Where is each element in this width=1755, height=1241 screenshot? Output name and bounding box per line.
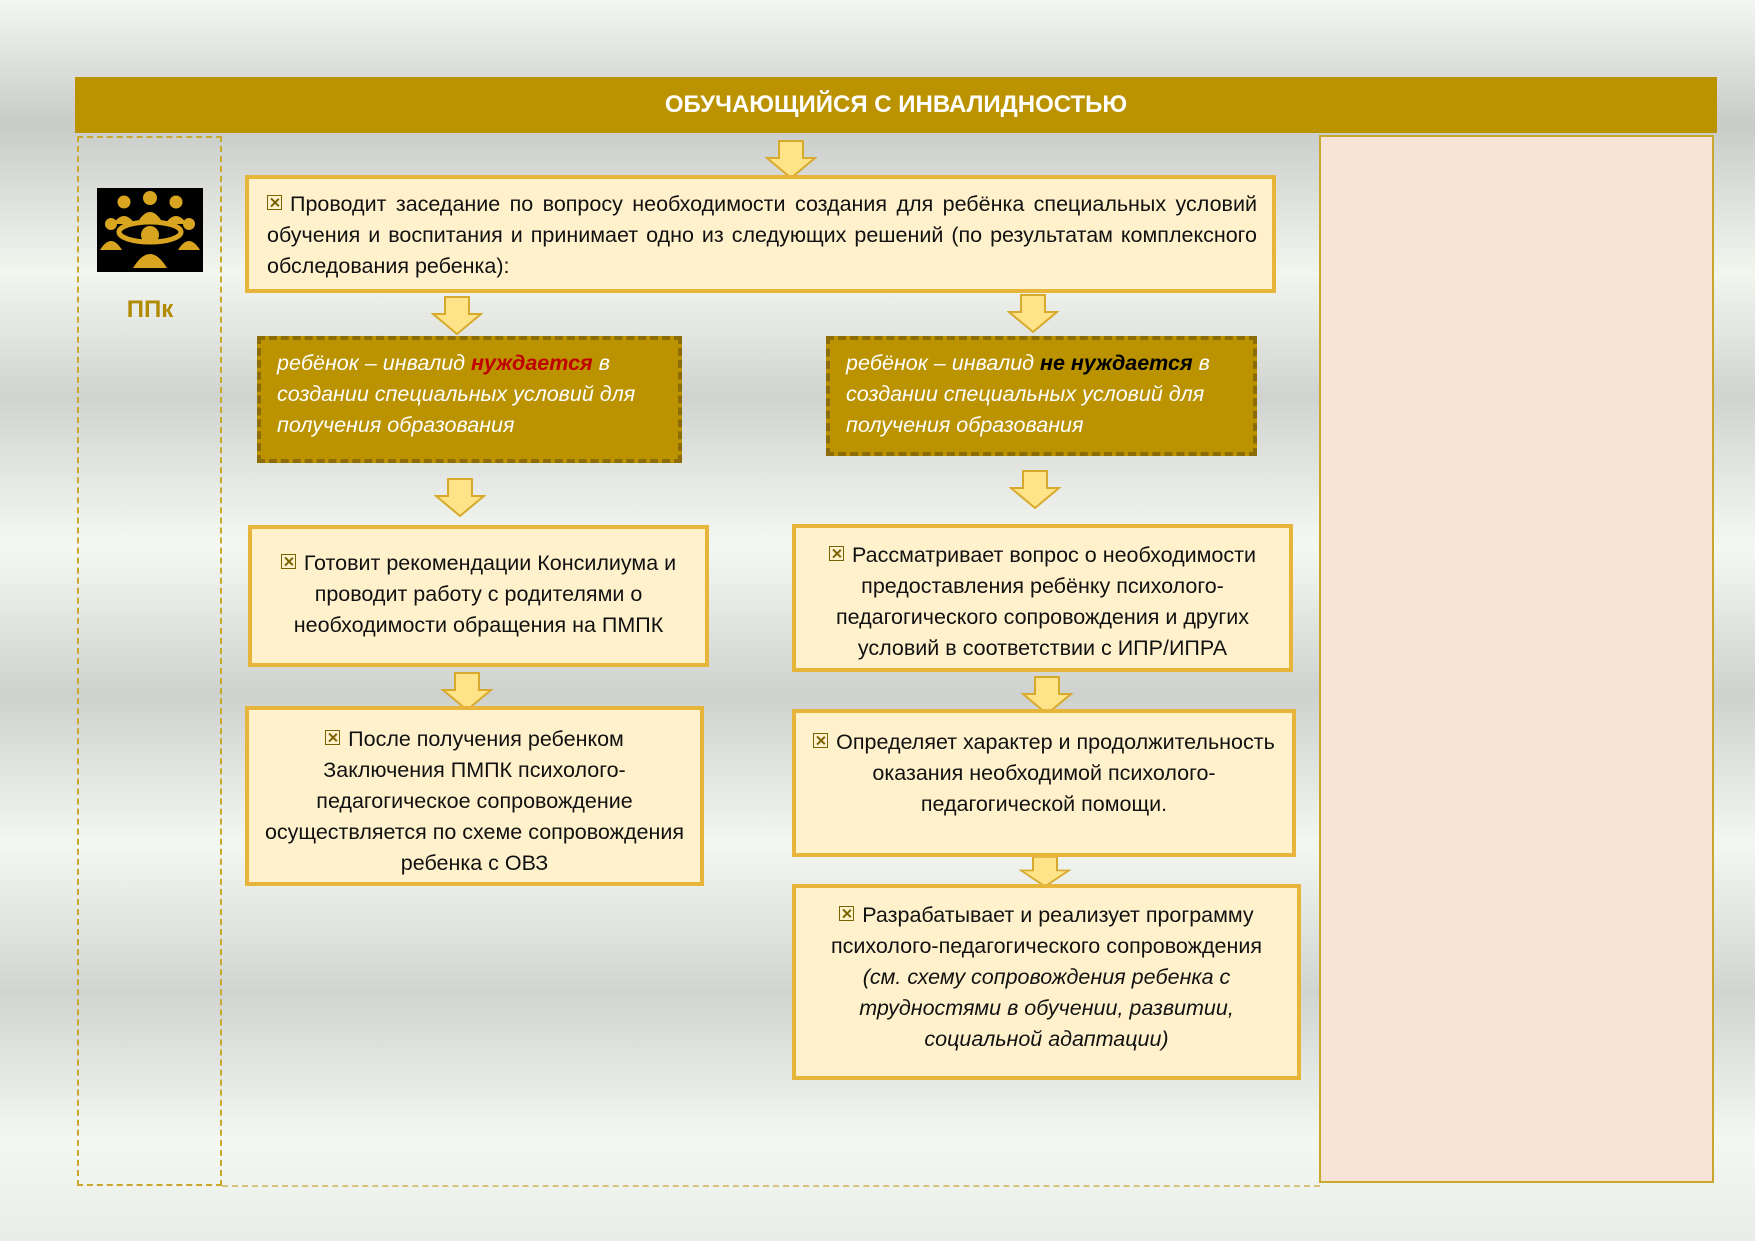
develop-note: (см. схему сопровождения ребенка с трудностями в обучении, развитии, социальной адаптации) bbox=[859, 965, 1234, 1051]
decision-needs-post: в создании специальных условий для получения образования bbox=[277, 351, 636, 437]
checkbox-icon bbox=[267, 195, 282, 210]
decision-no-needs-pre: ребёнок – инвалид bbox=[846, 351, 1041, 375]
after-pmpk-text: После получения ребенком Заключения ПМПК психолого-педагогическое сопровождение осуществляется по схеме сопровождения ребенка с ОВЗ bbox=[264, 727, 685, 875]
determine-text: Определяет характер и продолжительность оказания необходимой психолого-педагогической помощи. bbox=[836, 730, 1275, 816]
arrow-down-icon bbox=[434, 478, 486, 518]
checkbox-icon bbox=[325, 730, 340, 745]
checkbox-icon bbox=[281, 554, 296, 569]
develop-box bbox=[792, 884, 1301, 1080]
right-panel bbox=[1319, 135, 1714, 1183]
arrow-down-icon bbox=[1009, 470, 1061, 510]
arrow-down-icon bbox=[1007, 294, 1059, 334]
determine-box bbox=[792, 709, 1296, 857]
decision-no-needs-post: в создании специальных условий для получения образования bbox=[846, 351, 1210, 437]
arrow-down-icon bbox=[765, 140, 817, 180]
checkbox-icon bbox=[813, 733, 828, 748]
consider-box bbox=[792, 524, 1293, 672]
team-meeting-icon bbox=[97, 188, 203, 272]
decision-needs bbox=[257, 336, 682, 463]
consider-text: Рассматривает вопрос о необходимости предоставления ребёнку психолого-педагогического сопровождения и других условий в соответствии с ИПР/ИПРА bbox=[835, 543, 1256, 660]
develop-text: Разрабатывает и реализует программу психолого-педагогического сопровождения bbox=[830, 903, 1263, 958]
bottom-divider bbox=[222, 1185, 1320, 1187]
recommend-box bbox=[248, 525, 709, 667]
meeting-text: Проводит заседание по вопросу необходимости создания для ребёнка специальных условий обучения и воспитания и принимает одно из следующих решений (по результатам комплексного обследования ребенка): bbox=[267, 192, 1257, 278]
meeting-decision-box bbox=[245, 175, 1276, 293]
left-column bbox=[77, 136, 222, 1186]
role-label: ППк bbox=[126, 296, 174, 323]
arrow-down-icon bbox=[431, 296, 483, 336]
checkbox-icon bbox=[839, 906, 854, 921]
decision-needs-pre: ребёнок – инвалид bbox=[277, 351, 472, 375]
checkbox-icon bbox=[829, 546, 844, 561]
decision-no-needs bbox=[826, 336, 1257, 456]
page-title: ОБУЧАЮЩИЙСЯ С ИНВАЛИДНОСТЬЮ bbox=[75, 77, 1717, 133]
recommend-text: Готовит рекомендации Консилиума и проводит работу с родителями о необходимости обращения на ПМПК bbox=[293, 551, 677, 637]
decision-needs-emph: нуждается bbox=[471, 351, 593, 375]
after-pmpk-box bbox=[245, 706, 704, 886]
decision-no-needs-emph: не нуждается bbox=[1040, 351, 1193, 375]
